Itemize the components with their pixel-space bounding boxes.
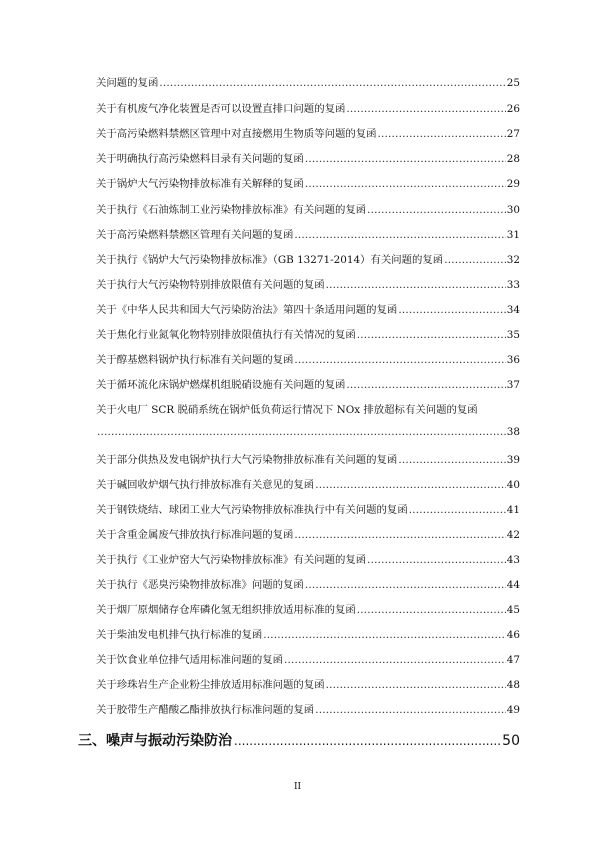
toc-entry[interactable] bbox=[96, 76, 520, 90]
dot-leader bbox=[305, 578, 506, 592]
toc-entry-title: 关于胶带生产醋酸乙酯排放执行标准问题的复函 bbox=[96, 704, 315, 716]
dot-leader bbox=[159, 76, 505, 90]
dot-leader bbox=[378, 127, 506, 141]
dot-leader bbox=[315, 478, 506, 492]
toc-entry[interactable] bbox=[96, 303, 520, 317]
toc-entry-page: 26 bbox=[506, 103, 520, 115]
toc-entry-title: 关于烟厂原烟储存仓库磷化氢无组织排放适用标准的复函 bbox=[96, 604, 356, 616]
toc-entry-title: 关于醇基燃料锅炉执行标准有关问题的复函 bbox=[96, 354, 294, 366]
toc-entry-title: 关于明确执行高污染燃料目录有关问题的复函 bbox=[96, 153, 304, 165]
toc-entry-title: 关于柴油发电机排气执行标准的复函 bbox=[96, 629, 263, 641]
dot-leader bbox=[326, 278, 506, 292]
toc-entry[interactable] bbox=[96, 453, 520, 467]
toc-entry-title: 关于火电厂 SCR 脱硝系统在锅炉低负荷运行情况下 NOx 排放超标有关问题的复函 bbox=[96, 404, 478, 416]
toc-entry-page: 27 bbox=[506, 128, 520, 140]
section-page: 50 bbox=[502, 733, 520, 749]
toc-entry-page: 43 bbox=[506, 554, 520, 566]
dot-leader bbox=[367, 203, 506, 217]
dot-leader bbox=[398, 453, 505, 467]
toc-entry-title: 关于部分供热及发电锅炉执行大气污染物排放标准有关问题的复函 bbox=[96, 454, 398, 466]
dot-leader bbox=[398, 303, 505, 317]
dot-leader bbox=[294, 528, 505, 542]
toc-entry[interactable] bbox=[96, 578, 520, 592]
dot-leader bbox=[409, 503, 506, 517]
toc-entry[interactable] bbox=[96, 228, 520, 242]
dot-leader bbox=[97, 425, 506, 439]
toc-entry-page: 25 bbox=[506, 77, 520, 89]
dot-leader bbox=[294, 353, 505, 367]
toc-entry-title: 关于钢铁烧结、球团工业大气污染物排放标准执行中有关问题的复函 bbox=[96, 504, 408, 516]
toc-entry-page: 41 bbox=[506, 504, 520, 516]
dot-leader bbox=[263, 628, 506, 642]
toc-entry-title: 关于执行《石油炼制工业污染物排放标准》有关问题的复函 bbox=[96, 204, 367, 216]
toc-entry[interactable] bbox=[96, 703, 520, 717]
toc-entry-page: 29 bbox=[506, 178, 520, 190]
dot-leader bbox=[294, 228, 505, 242]
toc-entry[interactable] bbox=[96, 127, 520, 141]
dot-leader bbox=[346, 102, 505, 116]
dot-leader bbox=[234, 732, 500, 750]
toc-entry[interactable] bbox=[96, 177, 520, 191]
toc-entry-page: 46 bbox=[506, 629, 520, 641]
toc-entry-page: 34 bbox=[506, 304, 520, 316]
toc-entry-title: 关问题的复函 bbox=[96, 77, 159, 89]
toc-entry[interactable] bbox=[96, 353, 520, 367]
toc-entry-page: 38 bbox=[506, 426, 520, 438]
toc-entry-page: 35 bbox=[506, 329, 520, 341]
toc-entry[interactable] bbox=[96, 152, 520, 166]
toc-entry[interactable] bbox=[96, 203, 520, 217]
toc-entry-page: 47 bbox=[506, 654, 520, 666]
toc-entry[interactable] bbox=[96, 478, 520, 492]
toc-entry[interactable] bbox=[96, 403, 520, 438]
toc-entry[interactable] bbox=[96, 653, 520, 667]
toc-entry-page: 45 bbox=[506, 604, 520, 616]
toc-entry-page: 44 bbox=[506, 579, 520, 591]
toc-entry[interactable] bbox=[96, 503, 520, 517]
page-number: II bbox=[293, 782, 302, 792]
dot-leader bbox=[315, 703, 506, 717]
toc-entry-title: 关于《中华人民共和国大气污染防治法》第四十条适用问题的复函 bbox=[96, 304, 398, 316]
toc-entry-title: 关于焦化行业氮氧化物特别排放限值执行有关情况的复函 bbox=[96, 329, 356, 341]
toc-entry-page: 42 bbox=[506, 529, 520, 541]
toc-entry-title: 关于执行《锅炉大气污染物排放标准》（GB 13271-2014）有关问题的复函 bbox=[96, 254, 444, 266]
toc-entry-page: 37 bbox=[506, 379, 520, 391]
toc-entry[interactable] bbox=[96, 678, 520, 692]
toc-entry[interactable] bbox=[96, 603, 520, 617]
dot-leader bbox=[305, 177, 506, 191]
toc-section-heading[interactable] bbox=[78, 732, 520, 750]
toc-entry[interactable] bbox=[96, 102, 520, 116]
toc-entry-page: 39 bbox=[506, 454, 520, 466]
toc-entry-page: 31 bbox=[506, 229, 520, 241]
dot-leader bbox=[357, 328, 506, 342]
toc-entry[interactable] bbox=[96, 553, 520, 567]
toc-entry-title: 关于含重金属废气排放执行标准问题的复函 bbox=[96, 529, 294, 541]
toc-entry-title: 关于碱回收炉烟气执行排放标准有关意见的复函 bbox=[96, 479, 315, 491]
toc-entry-title: 关于执行《恶臭污染物排放标准》问题的复函 bbox=[96, 579, 304, 591]
toc-entry[interactable] bbox=[96, 378, 520, 392]
toc-entry-page: 36 bbox=[506, 354, 520, 366]
dot-leader bbox=[444, 253, 506, 267]
toc-entry-page: 48 bbox=[506, 679, 520, 691]
toc-entry[interactable] bbox=[96, 253, 520, 267]
toc-entry-title: 关于有机废气净化装置是否可以设置直排口问题的复函 bbox=[96, 103, 346, 115]
toc-entry-page: 28 bbox=[506, 153, 520, 165]
toc-entry-page: 49 bbox=[506, 704, 520, 716]
dot-leader bbox=[326, 678, 506, 692]
toc-entry-title: 关于高污染燃料禁燃区管理中对直接燃用生物质等问题的复函 bbox=[96, 128, 377, 140]
toc-entry-title: 关于珍珠岩生产企业粉尘排放适用标准问题的复函 bbox=[96, 679, 325, 691]
toc-entry-page: 30 bbox=[506, 204, 520, 216]
toc-entry[interactable] bbox=[96, 528, 520, 542]
toc-entry-title: 关于执行大气污染物特别排放限值有关问题的复函 bbox=[96, 279, 325, 291]
toc-entry-title: 关于高污染燃料禁燃区管理有关问题的复函 bbox=[96, 229, 294, 241]
toc-entry[interactable] bbox=[96, 278, 520, 292]
toc-entry-title: 关于饮食业单位排气适用标准问题的复函 bbox=[96, 654, 284, 666]
section-title: 三、噪声与振动污染防治 bbox=[78, 733, 232, 749]
toc-entry-title: 关于锅炉大气污染物排放标准有关解释的复函 bbox=[96, 178, 304, 190]
toc-entry-page: 40 bbox=[506, 479, 520, 491]
toc-entry-page: 33 bbox=[506, 279, 520, 291]
toc-entry[interactable] bbox=[96, 628, 520, 642]
toc-entry[interactable] bbox=[96, 328, 520, 342]
toc-entry-page: 32 bbox=[506, 254, 520, 266]
toc-entry-title: 关于执行《工业炉窑大气污染物排放标准》有关问题的复函 bbox=[96, 554, 367, 566]
dot-leader bbox=[367, 553, 506, 567]
dot-leader bbox=[305, 152, 506, 166]
dot-leader bbox=[284, 653, 506, 667]
dot-leader bbox=[346, 378, 505, 392]
toc-entry-title: 关于循环流化床锅炉燃煤机组脱硝设施有关问题的复函 bbox=[96, 379, 346, 391]
dot-leader bbox=[357, 603, 506, 617]
